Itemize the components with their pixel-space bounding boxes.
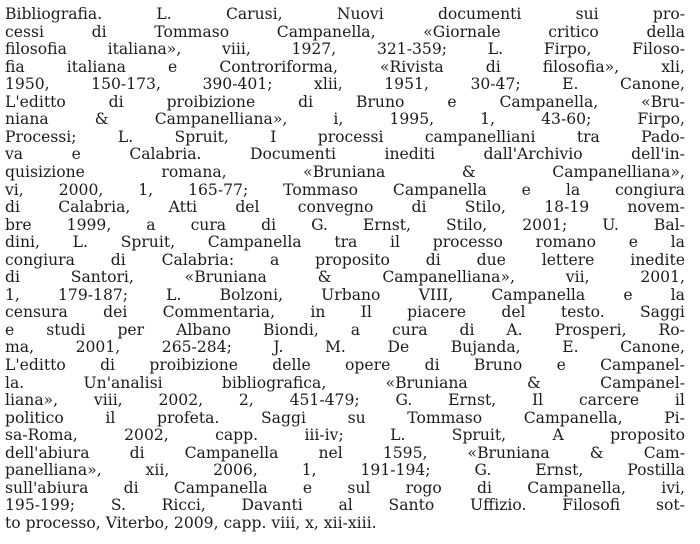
text-line: L'editto di proibizione delle opere di Bruno e Campanel- [5,356,685,374]
text-line: L'editto di proibizione di Bruno e Campanella, «Bru- [5,92,685,111]
text-line: niana & Campanelliana», i, 1995, 1, 43-60; Firpo, [5,110,685,129]
text-line: 195-199; S. Ricci, Davanti al Santo Uffizio. Filosofi sot- [5,496,685,515]
text-line: Bibliografia. L. Carusi, Nuovi documenti sui pro- [5,5,685,23]
text-line: va e Calabria. Documenti inediti dall'Archivio dell'in- [5,145,685,164]
text-line: dell'abiura di Campanella nel 1595, «Bruniana & Cam- [5,443,685,462]
text-line: sa-Roma, 2002, capp. iii-iv; L. Spruit, A proposito [5,426,685,445]
text-line: Processi; L. Spruit, I processi campanelliani tra Pado- [5,127,685,146]
text-line: quisizione romana, «Bruniana & Campanelliana», [5,162,685,181]
text-line: panelliana», xii, 2006, 1, 191-194; G. Ernst, Postilla [5,461,685,480]
text-line: to processo, Viterbo, 2009, capp. viii, x, xii-xiii. [5,513,377,532]
text-line: fia italiana e Controriforma, «Rivista di filosofia», xli, [5,57,685,76]
text-line: politico il profeta. Saggi su Tommaso Campanella, Pi- [5,408,685,427]
text-line: filosofia italiana», viii, 1927, 321-359; L. Firpo, Filoso- [5,40,685,59]
text-line: di Calabria, Atti del convegno di Stilo, 18-19 novem- [5,198,685,217]
text-line: sull'abiura di Campanella e sul rogo di Campanella, ivi, [5,478,685,497]
text-line: cessi di Tommaso Campanella, «Giornale critico della [5,22,685,41]
text-line: di Santori, «Bruniana & Campanelliana», vii, 2001, [5,268,685,287]
text-line: 1, 179-187; L. Bolzoni, Urbano VIII, Campanella e la [5,285,685,304]
text-line: congiura di Calabria: a proposito di due lettere inedite [5,250,685,269]
text-line: censura dei Commentaria, in Il piacere del testo. Saggi [5,303,685,322]
text-line: vi, 2000, 1, 165-77; Tommaso Campanella e la congiura [5,180,685,199]
text-line: e studi per Albano Biondi, a cura di A. Prosperi, Ro- [5,320,685,339]
text-line: la. Un'analisi bibliografica, «Bruniana & Campanel- [5,373,685,392]
text-line: bre 1999, a cura di G. Ernst, Stilo, 2001; U. Bal- [5,215,685,234]
text-line: liana», viii, 2002, 2, 451-479; G. Ernst, Il carcere il [5,391,685,410]
text-line: dini, L. Spruit, Campanella tra il processo romano e la [5,233,685,252]
text-line: ma, 2001, 265-284; J. M. De Bujanda, E. Canone, [5,338,685,357]
text-line: 1950, 150-173, 390-401; xlii, 1951, 30-47; E. Canone, [5,75,685,94]
